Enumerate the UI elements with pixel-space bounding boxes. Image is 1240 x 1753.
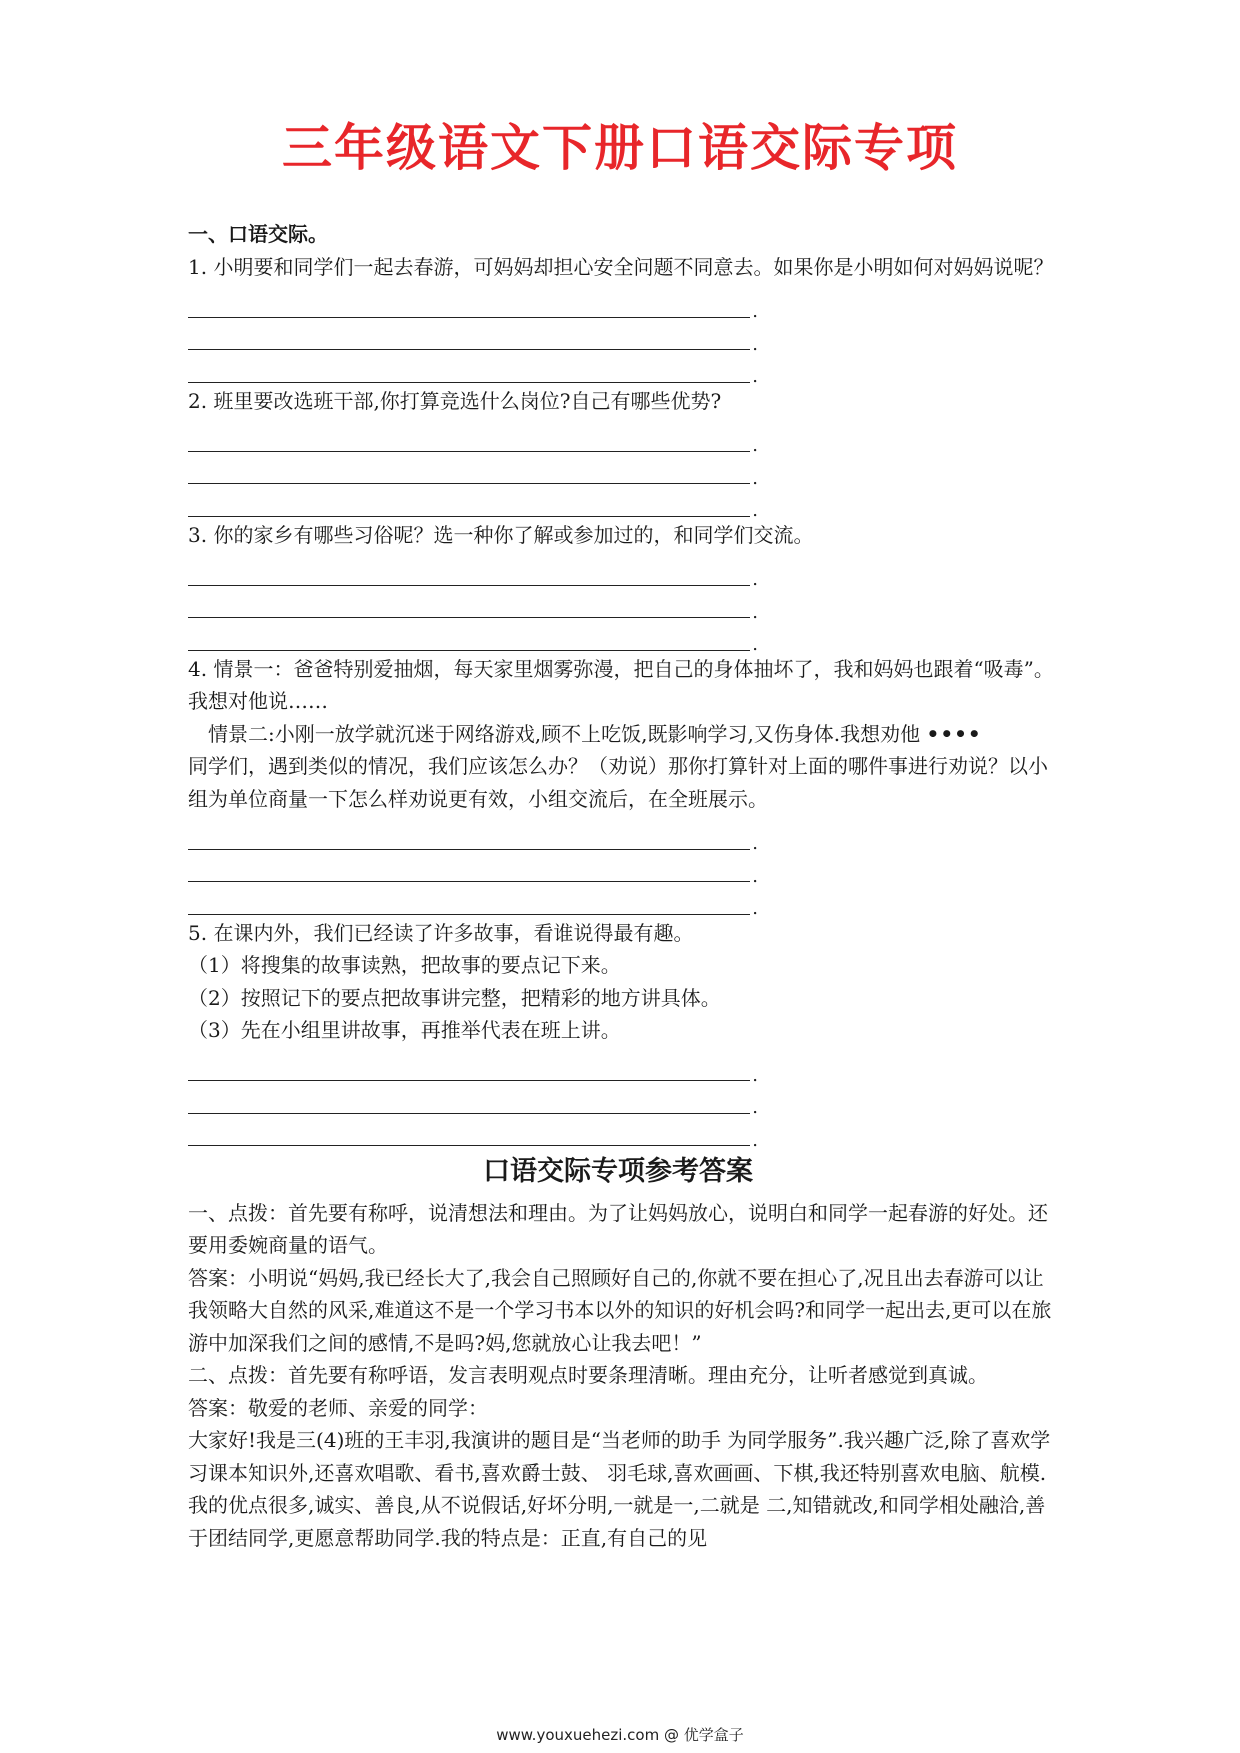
answer-line[interactable] <box>188 850 750 883</box>
scene-2-text: 情景二:小刚一放学就沉迷于网络游戏,顾不上吃饭,既影响学习,又伤身体.我想劝他 <box>208 721 921 746</box>
answer-line[interactable] <box>188 1049 750 1082</box>
question-5: 5. 在课内外，我们已经读了许多故事，看谁说得最有趣。 <box>188 920 694 945</box>
answer-lines-3 <box>188 553 1058 651</box>
answer-line[interactable] <box>188 586 750 619</box>
answer-line[interactable] <box>188 618 750 651</box>
answer-line[interactable] <box>188 419 750 452</box>
answer-lines-2 <box>188 419 1058 517</box>
question-2: 2. 班里要改选班干部,你打算竞选什么岗位?自己有哪些优势? <box>188 388 722 413</box>
answer-1-text: 答案：小明说“妈妈,我已经长大了,我会自己照顾好自己的,你就不要在担心了,况且出去春游可以让我领略大自然的风采,难道这不是一个学习书本以外的知识的好机会吗?和同学一起出去,更可以在旅游中加深我们之间的感情,不是吗?妈,您就放心让我去吧！” <box>188 1265 1052 1355</box>
question-4-prompt: 同学们，遇到类似的情况，我们应该怎么办？（劝说）那你打算针对上面的哪件事进行劝说？以小组为单位商量一下怎么样劝说更有效，小组交流后，在全班展示。 <box>188 754 1048 811</box>
answer-line[interactable] <box>188 452 750 485</box>
footer-watermark[interactable]: www.youxuehezi.com @ 优学盒子 <box>496 1726 744 1744</box>
answer-line[interactable] <box>188 817 750 850</box>
question-5-step-2: （2）按照记下的要点把故事讲完整，把精彩的地方讲具体。 <box>188 985 721 1010</box>
answers-title: 口语交际专项参考答案 <box>483 1156 753 1187</box>
answer-line[interactable] <box>188 350 750 383</box>
section-heading: 一、口语交际。 <box>188 222 328 246</box>
answer-line[interactable] <box>188 318 750 351</box>
answer-line[interactable] <box>188 553 750 586</box>
question-3: 3. 你的家乡有哪些习俗呢？选一种你了解或参加过的，和同学们交流。 <box>188 522 814 547</box>
answer-line[interactable] <box>188 1114 750 1147</box>
answer-lines-4 <box>188 817 1058 915</box>
question-4-scene-2 <box>188 718 1058 751</box>
answer-2-tip: 二、点拨：首先要有称呼语，发言表明观点时要条理清晰。理由充分，让听者感觉到真诚。 <box>188 1363 988 1387</box>
document-body <box>188 218 1058 1554</box>
answer-line[interactable] <box>188 1081 750 1114</box>
question-5-step-3: （3）先在小组里讲故事，再推举代表在班上讲。 <box>188 1018 621 1042</box>
answer-lines-5 <box>188 1049 1058 1147</box>
document-title: 三年级语文下册口语交际专项 <box>282 118 958 177</box>
question-4-scene-1: 4. 情景一：爸爸特别爱抽烟，每天家里烟雾弥漫，把自己的身体抽坏了，我和妈妈也跟着“吸毒”。我想对他说…… <box>188 656 1054 713</box>
question-1: 1. 小明要和同学们一起去春游，可妈妈却担心安全问题不同意去。如果你是小明如何对妈妈说呢？ <box>188 254 1054 279</box>
answer-2-speech: 大家好!我是三(4)班的王丰羽,我演讲的题目是“当老师的助手 为同学服务”.我兴趣广泛,除了喜欢学习课本知识外,还喜欢唱歌、看书,喜欢爵士鼓、 羽毛球,喜欢画画、下棋,我还特别喜欢电脑、航模.我的优点很多,诚实、善良,从不说假话,好坏分明,一就是一,二就是 二,知错就改,和同学相处融洽,善于团结同学,更愿意帮助同学.我的特点是：正直,有自己的见 <box>188 1428 1051 1550</box>
answer-line[interactable] <box>188 285 750 318</box>
answer-line[interactable] <box>188 882 750 915</box>
ellipsis-dots: •••• <box>926 721 982 746</box>
question-5-step-1: （1）将搜集的故事读熟，把故事的要点记下来。 <box>188 953 621 977</box>
answer-lines-1 <box>188 285 1058 383</box>
answer-1-tip: 一、点拨：首先要有称呼，说清想法和理由。为了让妈妈放心，说明白和同学一起春游的好处。还要用委婉商量的语气。 <box>188 1200 1048 1257</box>
answer-2-greeting: 答案：敬爱的老师、亲爱的同学： <box>188 1395 488 1420</box>
answer-line[interactable] <box>188 484 750 517</box>
